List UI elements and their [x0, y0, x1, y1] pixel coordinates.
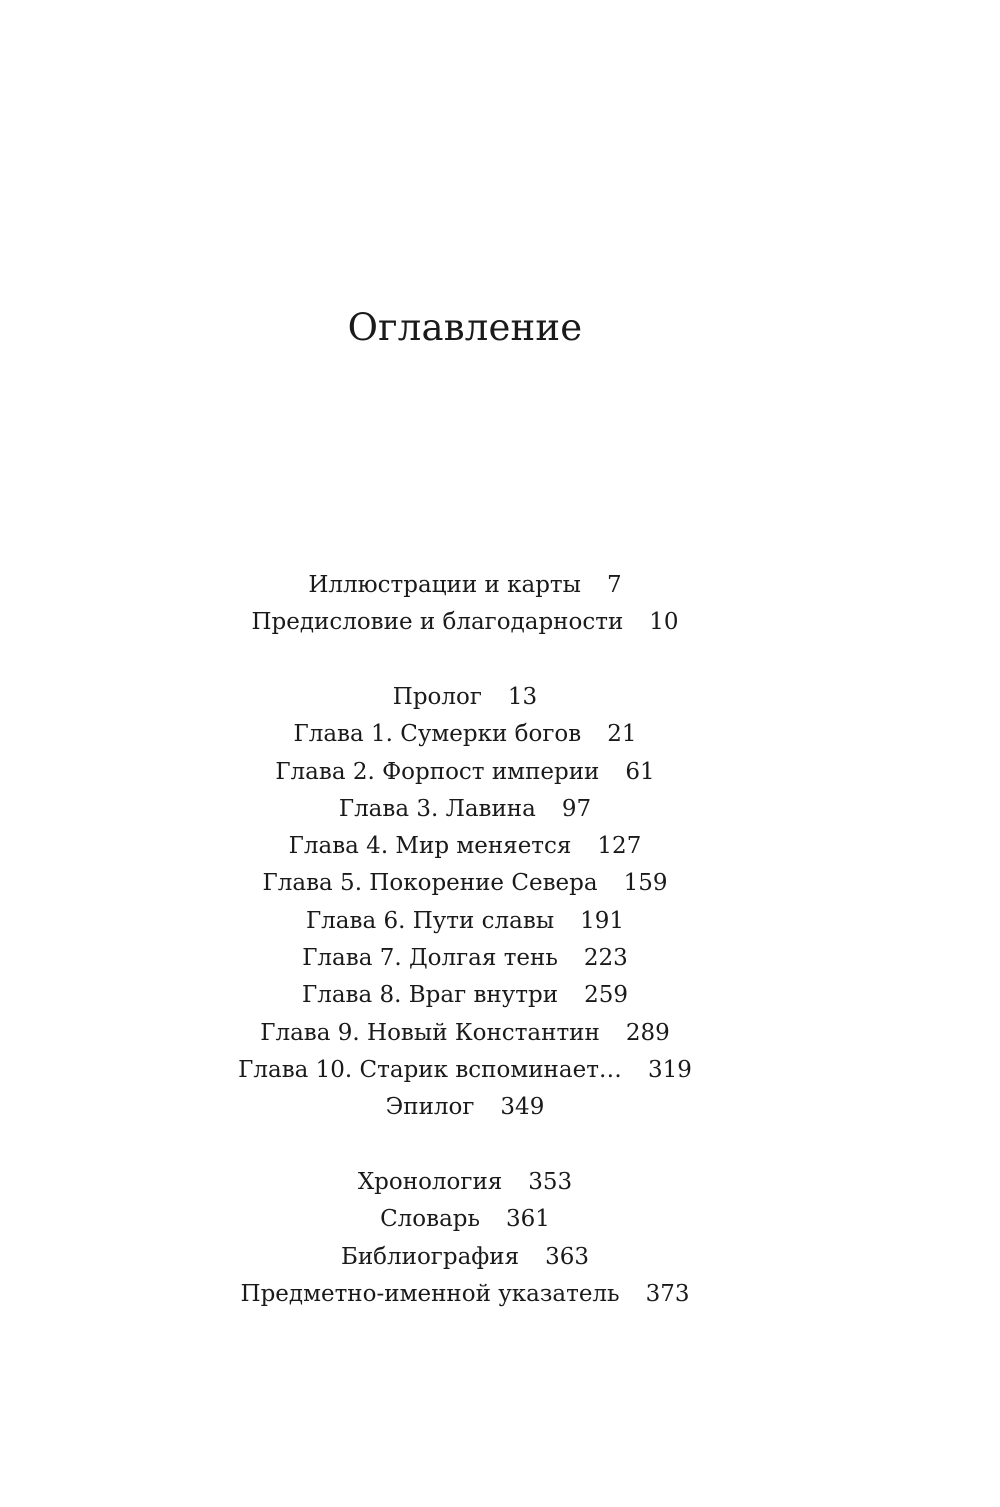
- toc-entry-title: Предметно-именной указатель: [240, 1280, 620, 1307]
- toc-entry-title: Глава 4. Мир меняется: [288, 833, 572, 860]
- toc-front-matter: [0, 567, 930, 642]
- toc-entry-page: 7: [606, 572, 622, 598]
- toc-entry-page: 259: [584, 982, 628, 1009]
- toc-entry-title: Пролог: [392, 684, 482, 710]
- toc-entry-bibliography: [0, 1239, 930, 1276]
- toc-chapters: [0, 679, 930, 1127]
- toc-entry-chapter-5: [0, 865, 930, 902]
- toc-entry-page: 361: [506, 1206, 550, 1233]
- toc-entry-chapter-7: [0, 940, 930, 977]
- toc-entry-page: 289: [625, 1019, 670, 1046]
- toc-entry-title: Глава 2. Форпост империи: [275, 758, 600, 785]
- toc-entry-title: Глава 6. Пути славы: [305, 907, 555, 934]
- toc-entry-illustrations: [0, 567, 930, 604]
- toc-entry-title: Глава 3. Лавина: [338, 795, 536, 822]
- toc-entry-title: Глава 8. Враг внутри: [302, 982, 559, 1009]
- toc-entry-title: Глава 9. Новый Константин: [260, 1019, 600, 1046]
- toc-entry-title: Иллюстрации и карты: [308, 572, 581, 598]
- toc-entry-title: Глава 1. Сумерки богов: [293, 721, 582, 748]
- toc-entry-chapter-6: [0, 903, 930, 940]
- toc-entry-chapter-10: [0, 1052, 930, 1089]
- toc-entry-chapter-2: [0, 754, 930, 791]
- toc-entry-prologue: [0, 679, 930, 716]
- toc-entry-title: Эпилог: [385, 1094, 475, 1121]
- toc-entry-page: 13: [507, 684, 538, 710]
- toc-entry-page: 10: [649, 609, 679, 636]
- toc-entry-page: 159: [623, 870, 668, 897]
- toc-entry-page: 223: [583, 945, 628, 972]
- toc-entry-title: Библиография: [340, 1243, 520, 1270]
- toc-entry-chapter-8: [0, 977, 930, 1014]
- toc-entry-page: 21: [607, 721, 637, 748]
- toc-entry-page: 191: [580, 907, 625, 934]
- toc-entry-page: 319: [647, 1056, 692, 1083]
- toc-entry-page: 373: [645, 1280, 690, 1307]
- toc-entry-title: Словарь: [380, 1206, 481, 1233]
- toc-entry-chronology: [0, 1164, 930, 1201]
- toc-entry-title: Предисловие и благодарности: [251, 609, 624, 636]
- toc-entry-page: 349: [500, 1094, 545, 1121]
- toc-entry-title: Глава 7. Долгая тень: [302, 945, 558, 972]
- toc-entry-page: 363: [545, 1243, 590, 1270]
- toc-back-matter: [0, 1164, 930, 1313]
- page-title: Оглавление: [347, 306, 583, 349]
- toc-entry-page: 127: [597, 833, 642, 860]
- toc-entry-index: [0, 1276, 930, 1313]
- toc-entry-title: Глава 10. Старик вспоминает…: [238, 1056, 622, 1083]
- toc-entry-glossary: [0, 1201, 930, 1238]
- toc-entry-page: 61: [625, 758, 655, 785]
- toc-entry-chapter-3: [0, 791, 930, 828]
- toc-entry-page: 97: [561, 795, 592, 822]
- toc-entry-preface: [0, 604, 930, 641]
- toc-entry-chapter-1: [0, 716, 930, 753]
- toc-entry-page: 353: [528, 1169, 573, 1195]
- toc-entry-title: Глава 5. Покорение Севера: [262, 870, 598, 897]
- toc-entry-chapter-4: [0, 828, 930, 865]
- toc-entry-epilogue: [0, 1089, 930, 1126]
- toc-entry-chapter-9: [0, 1015, 930, 1052]
- toc-entry-title: Хронология: [357, 1169, 503, 1195]
